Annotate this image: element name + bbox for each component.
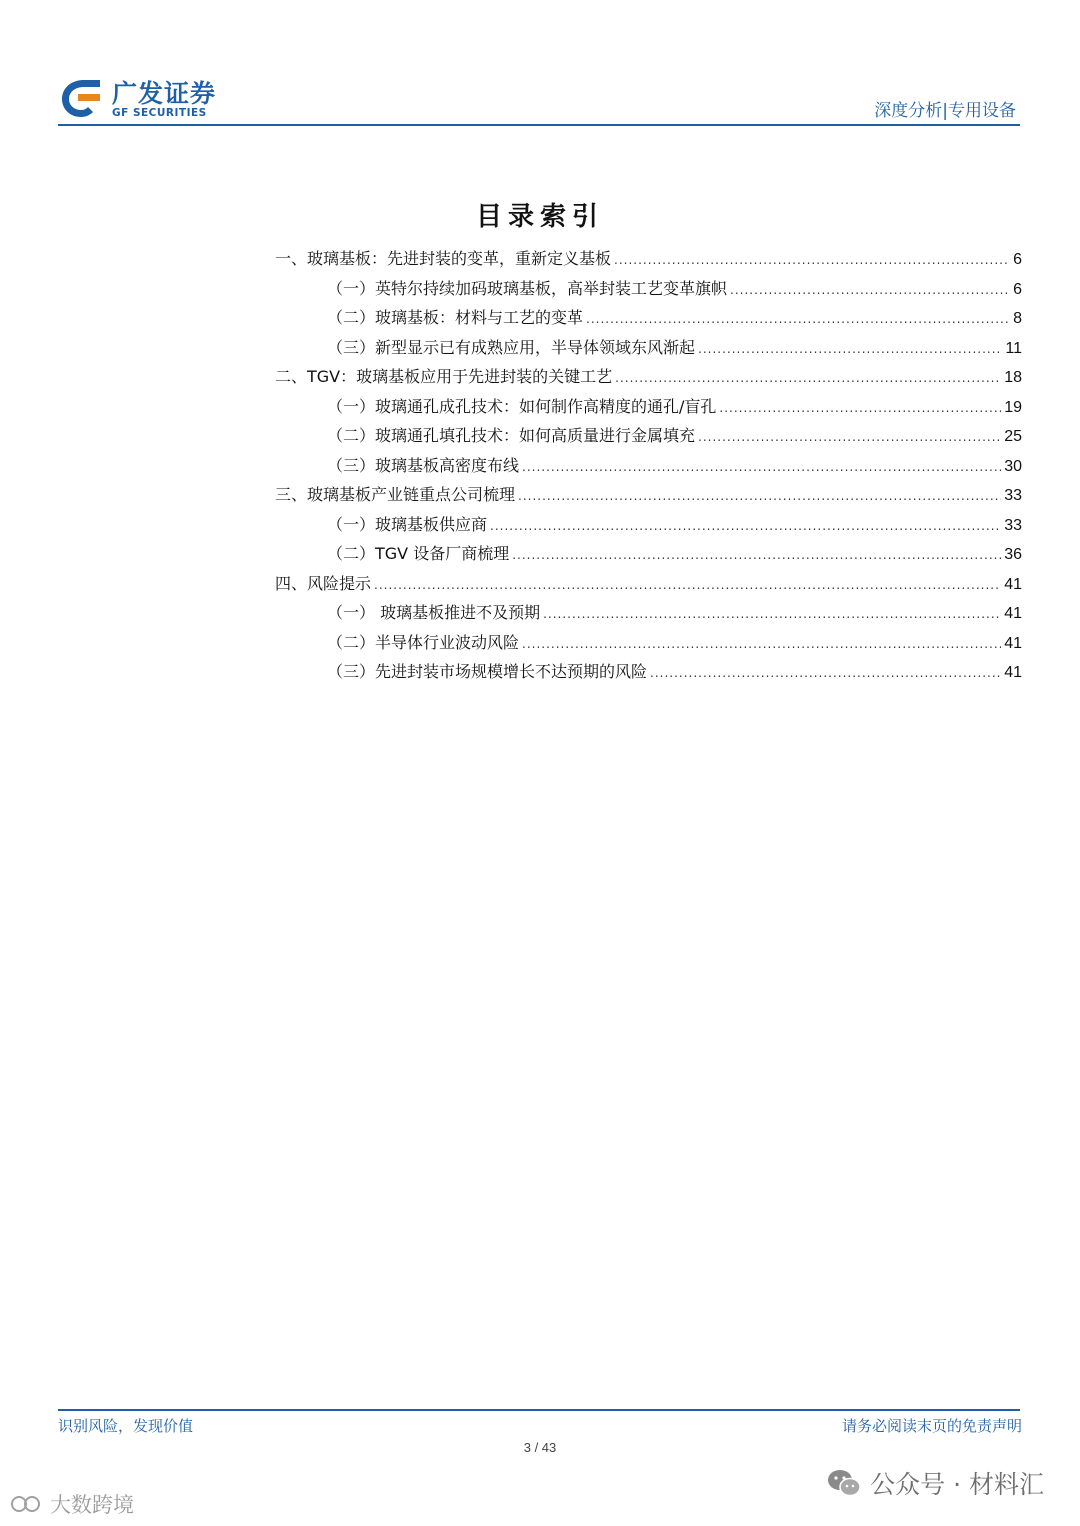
toc-entry-page: 41 [1004, 634, 1022, 652]
toc-entry-text: （三）新型显示已有成熟应用，半导体领域东风渐起 [327, 337, 696, 357]
dot-leader [650, 659, 1001, 689]
report-category-tag: 深度分析|专用设备 [874, 101, 1016, 121]
toc-entry-page: 25 [1004, 428, 1022, 445]
toc-entry-text: （二）半导体行业波动风险 [327, 632, 520, 652]
dot-leader [698, 423, 1001, 453]
toc-entry-text: （二）玻璃通孔填孔技术：如何高质量进行金属填充 [327, 426, 696, 445]
toc-entry-text: 三、玻璃基板产业链重点公司梳理 [275, 485, 516, 504]
wechat-watermark [826, 1465, 1044, 1501]
toc-entry[interactable] [275, 628, 1022, 658]
toc-entry[interactable] [275, 510, 1022, 540]
dashu-watermark-text: 大数跨境 [50, 1493, 134, 1517]
page-number: 3 / 43 [523, 1440, 557, 1455]
toc-entry[interactable] [275, 539, 1022, 569]
toc-entry[interactable] [275, 244, 1022, 274]
toc-entry-page: 6 [1013, 251, 1022, 268]
dot-leader [586, 305, 1010, 335]
dot-leader [490, 512, 1001, 542]
toc-entry-text: （一）玻璃通孔成孔技术：如何制作高精度的通孔/盲孔 [327, 396, 717, 416]
toc-entry-text: （一） 玻璃基板推进不及预期 [327, 603, 541, 622]
dot-leader [698, 335, 1002, 365]
toc-entry-page: 41 [1004, 575, 1022, 593]
toc-entry[interactable] [275, 451, 1022, 481]
toc-entry-text: （二）TGV 设备厂商梳理 [327, 544, 510, 563]
dot-leader [522, 630, 1001, 660]
toc-entry[interactable] [275, 569, 1022, 599]
toc-entry[interactable] [275, 274, 1022, 304]
page-header [58, 74, 1020, 124]
footer-disclaimer-link[interactable]: 请务必阅读末页的免责声明 [841, 1417, 1022, 1435]
toc-entry-page: 11 [1005, 339, 1022, 357]
toc-entry-page: 6 [1013, 280, 1022, 298]
toc-entry-page: 33 [1004, 487, 1022, 504]
toc-entry-text: （二）玻璃基板：材料与工艺的变革 [327, 308, 584, 327]
toc-entry-text: （三）玻璃基板高密度布线 [327, 455, 520, 475]
toc-entry[interactable] [275, 480, 1022, 510]
toc-entry[interactable] [275, 303, 1022, 333]
dot-leader [543, 600, 1001, 630]
toc-entry-text: （三）先进封装市场规模增长不达预期的风险 [327, 662, 648, 681]
wechat-watermark-text: 公众号 · 材料汇 [870, 1470, 1044, 1499]
toc-entry[interactable] [275, 362, 1022, 392]
toc-entry[interactable] [275, 598, 1022, 628]
dot-leader [522, 453, 1001, 483]
toc-entry-text: （一）玻璃基板供应商 [327, 514, 488, 534]
gf-logo-icon [58, 76, 104, 120]
logo-chinese-text: 广发证券 [112, 79, 217, 108]
toc-title: 目录索引 [475, 202, 604, 232]
toc-entry-page: 30 [1004, 457, 1022, 475]
dot-leader [719, 394, 1001, 424]
footer-slogan: 识别风险，发现价值 [58, 1417, 194, 1435]
toc-entry-page: 8 [1013, 310, 1022, 327]
toc-entry-page: 41 [1004, 664, 1022, 681]
gf-securities-logo [58, 74, 258, 124]
dot-leader [518, 482, 1001, 512]
dashu-watermark [10, 1489, 134, 1519]
logo-english-text: GF SECURITIES [112, 107, 207, 119]
dot-leader [614, 246, 1010, 276]
toc-entry-text: （一）英特尔持续加码玻璃基板，高举封装工艺变革旗帜 [327, 278, 728, 298]
dashu-logo-icon [10, 1492, 46, 1516]
toc-entry-text: 一、玻璃基板：先进封装的变革，重新定义基板 [275, 249, 612, 268]
dot-leader [730, 276, 1010, 306]
wechat-icon [826, 1468, 862, 1498]
toc-entry-page: 36 [1004, 546, 1022, 563]
toc-entry[interactable] [275, 333, 1022, 363]
toc-entry[interactable] [275, 421, 1022, 451]
dot-leader [512, 541, 1001, 571]
dot-leader [615, 364, 1001, 394]
toc-entry-page: 33 [1004, 516, 1022, 534]
toc-entry-text: 四、风险提示 [275, 573, 372, 593]
toc-entry-page: 41 [1004, 605, 1022, 622]
table-of-contents [275, 244, 1022, 687]
toc-entry-page: 19 [1004, 398, 1022, 416]
toc-entry[interactable] [275, 392, 1022, 422]
dot-leader [374, 571, 1001, 601]
header-divider [58, 124, 1020, 126]
toc-entry[interactable] [275, 657, 1022, 687]
toc-entry-page: 18 [1004, 369, 1022, 386]
footer-divider [58, 1409, 1020, 1411]
toc-entry-text: 二、TGV：玻璃基板应用于先进封装的关键工艺 [275, 367, 613, 386]
